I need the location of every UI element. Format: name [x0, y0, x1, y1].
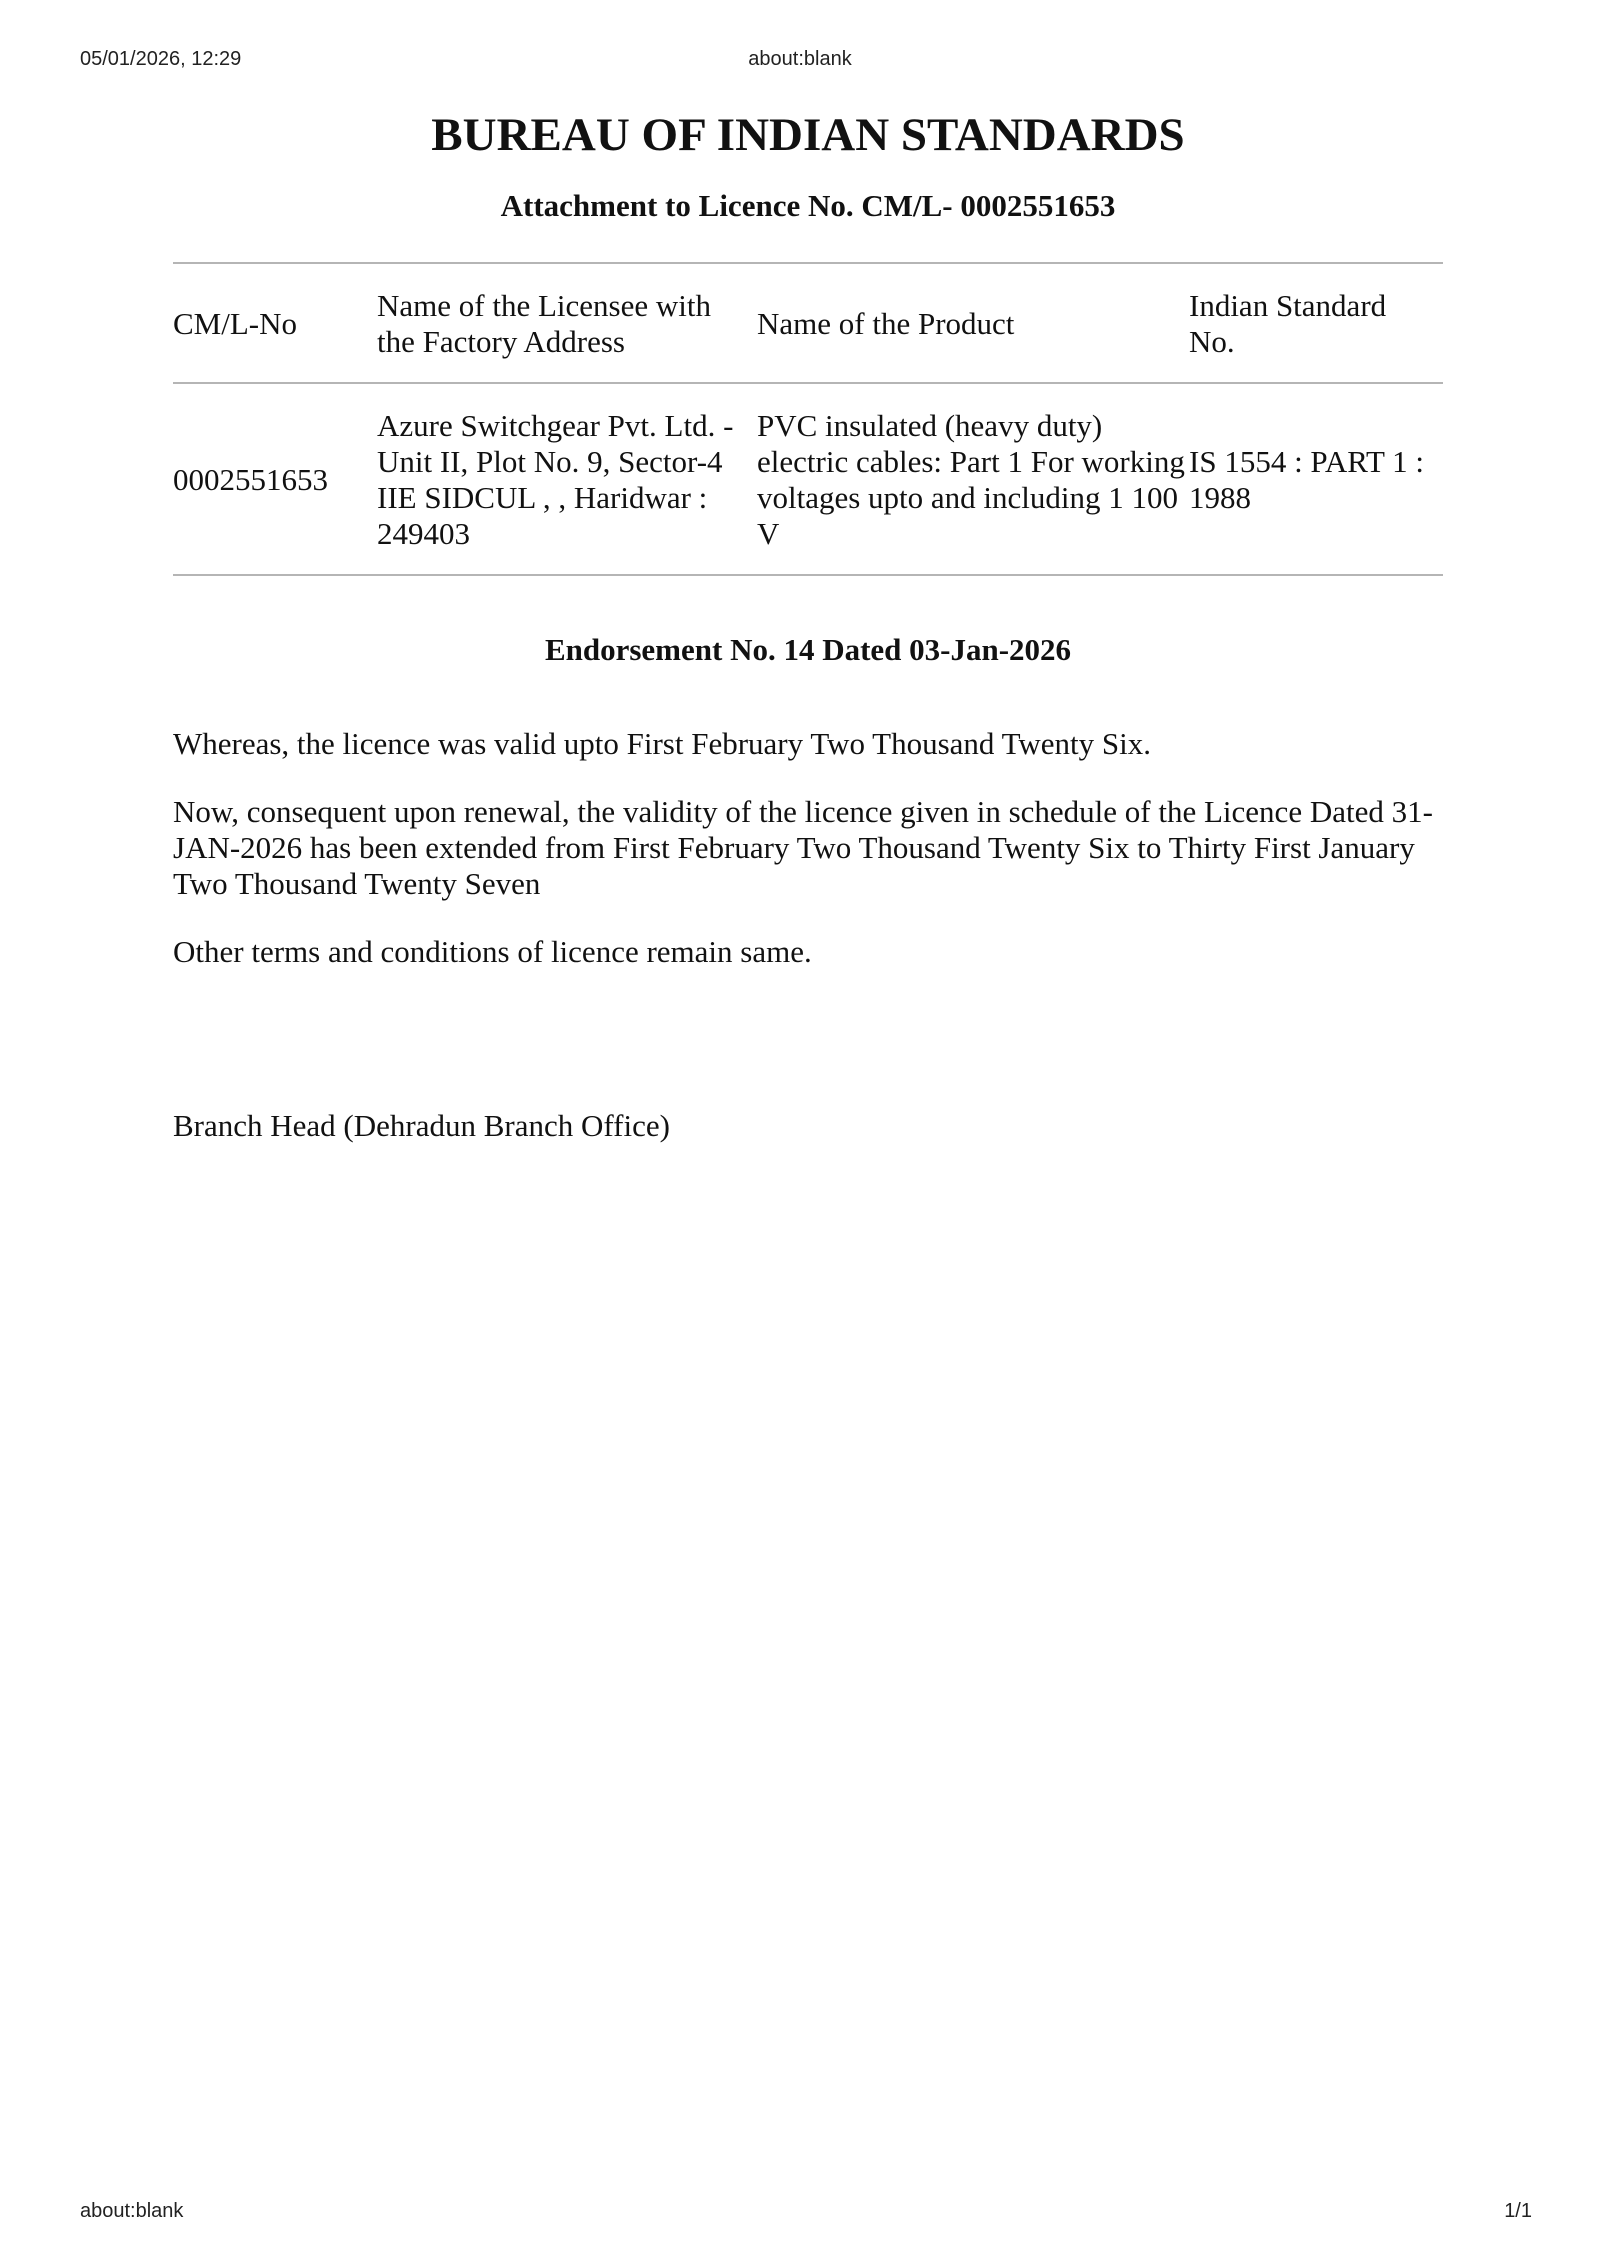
paragraph-terms: Other terms and conditions of licence remain same. [173, 934, 812, 969]
print-footer-url: about:blank [80, 2200, 184, 2222]
licence-table [173, 262, 1443, 576]
table-row [173, 383, 1443, 575]
print-header-url: about:blank [748, 48, 852, 70]
cell-cml-no: 0002551653 [173, 462, 328, 497]
cell-licensee: Azure Switchgear Pvt. Ltd. - Unit II, Plot No. 9, Sector-4 IIE SIDCUL , , Haridwar : 249403 [377, 408, 734, 551]
header-cml-no: CM/L-No [173, 306, 297, 341]
document-subtitle: Attachment to Licence No. CM/L- 0002551653 [500, 188, 1116, 223]
header-licensee: Name of the Licensee with the Factory Address [377, 288, 711, 359]
header-product: Name of the Product [757, 306, 1015, 341]
print-page-number: 1/1 [1504, 2200, 1532, 2222]
cell-product: PVC insulated (heavy duty) electric cables: Part 1 For working voltages upto and including 1 100 V [757, 408, 1185, 551]
cell-standard: IS 1554 : PART 1 : 1988 [1189, 444, 1425, 515]
signatory: Branch Head (Dehradun Branch Office) [173, 1108, 670, 1143]
endorsement-heading: Endorsement No. 14 Dated 03-Jan-2026 [544, 632, 1072, 667]
paragraph-validity: Whereas, the licence was valid upto First February Two Thousand Twenty Six. [173, 726, 1151, 761]
table-header-row [173, 263, 1443, 383]
document-body [173, 96, 1443, 1144]
print-datetime: 05/01/2026, 12:29 [80, 48, 242, 70]
header-standard: Indian Standard No. [1189, 288, 1387, 359]
document-title: BUREAU OF INDIAN STANDARDS [431, 109, 1185, 161]
paragraph-renewal: Now, consequent upon renewal, the validity of the licence given in schedule of the Licence Dated 31-JAN-2026 has been extended from First February Two Thousand Twenty Six to Thirty First January Two Thousand Twenty Seven [173, 794, 1433, 901]
